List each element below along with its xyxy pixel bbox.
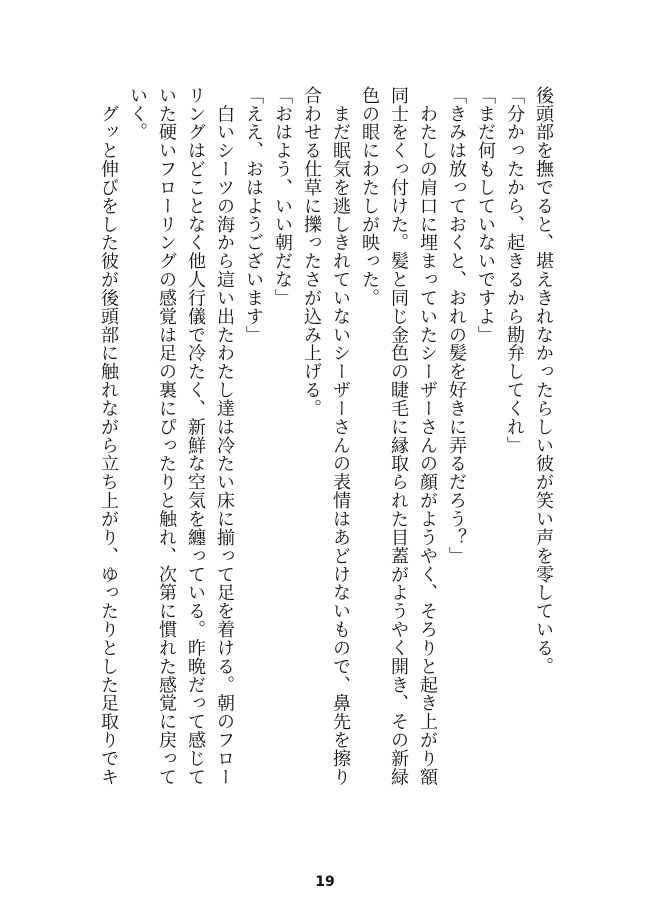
text-line: 「まだ何もしていないですよ」	[475, 86, 496, 344]
text-line: 「おはよう、いい朝だな」	[272, 86, 293, 308]
text-line: まだ眠気を逃しきれていないシーザーさんの表情はあどけないもので、鼻先を擦り	[330, 86, 351, 786]
vertical-text-body	[83, 86, 558, 862]
text-line: 白いシーツの海から這い出たわたし達は冷たい床に揃って足を着ける。朝のフロー	[214, 86, 235, 786]
text-line: 「ええ、おはようございます」	[243, 86, 264, 344]
text-line: 色の眼にわたしが映った。	[359, 86, 380, 308]
text-line: 「きみは放っておくと、おれの髪を好きに弄るだろう？」	[446, 86, 467, 565]
text-line: グッと伸びをした彼が後頭部に触れながら立ち上がり、ゆったりとした足取りでキ	[98, 86, 119, 786]
text-line: いく。	[127, 86, 148, 142]
text-line: わたしの肩口に埋まっていたシーザーさんの顔がようやく、そろりと起き上がり額	[417, 86, 438, 786]
page-number: 19	[315, 874, 335, 890]
text-line: 同士をくっ付けた。髪と同じ金色の睫毛に縁取られた目蓋がようやく開き、その新緑	[388, 86, 409, 786]
text-line: リングはどことなく他人行儀で冷たく、新鮮な空気を纏っている。昨晩だって感じて	[185, 86, 206, 786]
text-line: いた硬いフローリングの感覚は足の裏にぴったりと触れ、次第に慣れた感覚に戻って	[156, 86, 177, 786]
text-line: 「分かったから、起きるから勘弁してくれ」	[504, 86, 525, 455]
text-line: 合わせる仕草に擽ったさが込み上げる。	[301, 86, 322, 418]
text-line: 後頭部を撫でると、堪えきれなかったらしい彼が笑い声を零している。	[533, 86, 554, 676]
